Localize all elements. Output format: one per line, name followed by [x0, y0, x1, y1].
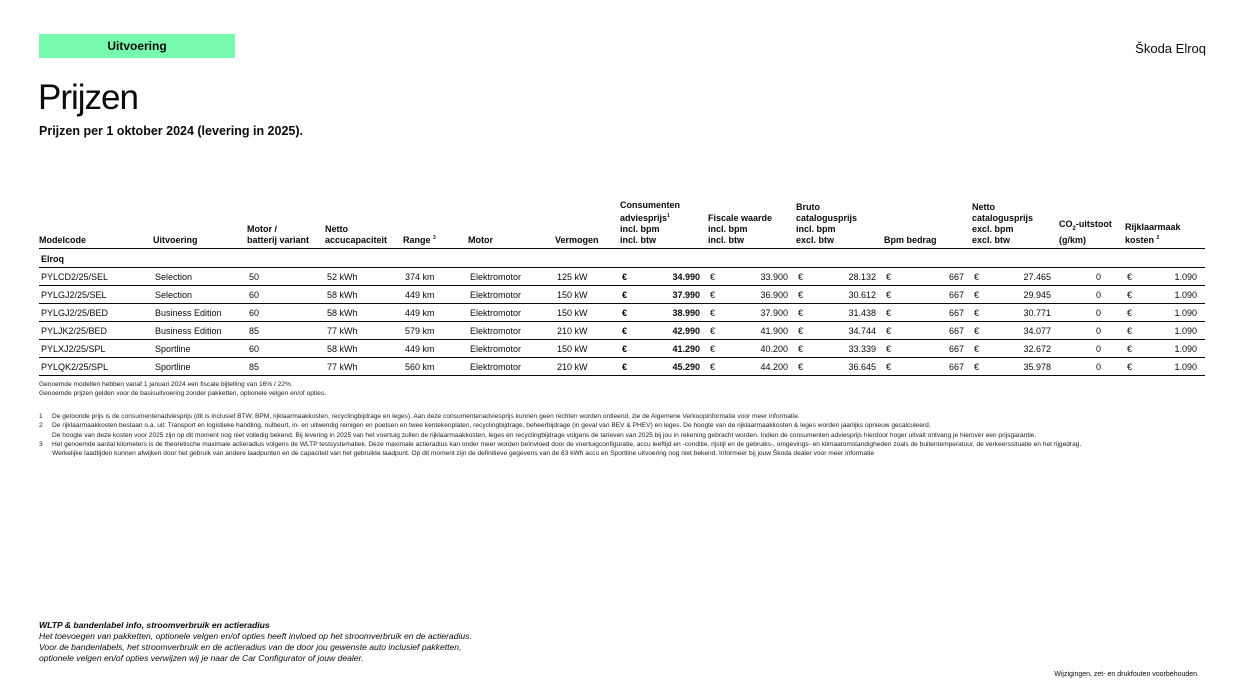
price-value: 33.900	[760, 272, 788, 282]
cell-vermogen: 210 kW	[555, 358, 620, 376]
cell-rijklaarmaakkosten	[1125, 322, 1205, 340]
cell-modelcode: PYLGJ2/25/SEL	[39, 286, 153, 304]
col-co2: $CO_2$-uitstoot (g/km)	[1059, 200, 1125, 249]
cell-co2: 0	[1059, 304, 1125, 322]
general-notes	[39, 380, 326, 399]
col-motor: Motor / batterij variant	[247, 200, 325, 249]
price-value: 44.200	[760, 362, 788, 372]
table-row	[39, 322, 1205, 340]
cell-uitvoering: Business Edition	[153, 304, 247, 322]
price-value: 667	[948, 344, 964, 354]
currency-symbol: €	[886, 344, 892, 354]
price-value: 34.744	[848, 326, 876, 336]
group-row	[39, 249, 1205, 268]
cell-vermogen: 150 kW	[555, 340, 620, 358]
price-value: 1.090	[1174, 272, 1197, 282]
cell-vermogen: 150 kW	[555, 286, 620, 304]
price-value: 42.990	[672, 326, 700, 336]
price-value: 1.090	[1174, 290, 1197, 300]
currency-symbol: €	[974, 308, 980, 318]
price-value: 29.945	[1023, 290, 1051, 300]
price-value: 45.290	[672, 362, 700, 372]
table-header-row	[39, 200, 1205, 249]
currency-symbol: €	[710, 344, 716, 354]
price-value: 32.672	[1023, 344, 1051, 354]
price-value: 30.612	[848, 290, 876, 300]
cell-bruto-catalogusprijs	[796, 286, 884, 304]
currency-symbol: €	[1127, 290, 1133, 300]
footnote	[39, 449, 1081, 458]
col-accu: Netto accucapaciteit	[325, 200, 403, 249]
currency-symbol: €	[886, 272, 892, 282]
table-row	[39, 286, 1205, 304]
price-value: 667	[948, 326, 964, 336]
cell-netto-catalogusprijs	[972, 340, 1059, 358]
footnote-text: Het genoemde aantal kilometers is de theoretische maximale actieradius volgens de WLTP testsystematiek. Deze maximale actieradius kan onder meer worden beïnvloed door de voertuigconfiguratie, accu leeftijd en -conditie, rijstijl en de gebruiks-, omgevings- en klimaatomstandigheden zoals de buitentemperatuur, de verkeerssituatie en het rijgedrag.	[52, 440, 1082, 448]
currency-symbol: €	[886, 308, 892, 318]
cell-motor-type: Elektromotor	[468, 322, 555, 340]
cell-consumentenprijs	[620, 322, 708, 340]
page-subtitle: Prijzen per 1 oktober 2024 (levering in 2025).	[39, 124, 303, 138]
cell-bpm	[884, 286, 972, 304]
footnote-number: 3	[39, 440, 43, 448]
table-row	[39, 358, 1205, 376]
footnote-number: 2	[39, 422, 43, 430]
currency-symbol: €	[710, 290, 716, 300]
cell-bruto-catalogusprijs	[796, 304, 884, 322]
currency-symbol: €	[710, 326, 716, 336]
currency-symbol: €	[622, 344, 628, 354]
price-value: 34.077	[1023, 326, 1051, 336]
footnote-number	[39, 431, 52, 440]
col-modelcode: Modelcode	[39, 200, 153, 249]
currency-symbol: €	[798, 272, 804, 282]
cell-uitvoering: Sportline	[153, 358, 247, 376]
price-value: 41.290	[672, 344, 700, 354]
col-rijklaarmaakkosten: Rijklaarmaak kosten $^2$	[1125, 200, 1205, 249]
price-value: 31.438	[848, 308, 876, 318]
cell-consumentenprijs	[620, 304, 708, 322]
cell-rijklaarmaakkosten	[1125, 268, 1205, 286]
currency-symbol: €	[974, 344, 980, 354]
currency-symbol: €	[622, 362, 628, 372]
cell-consumentenprijs	[620, 340, 708, 358]
cell-uitvoering: Business Edition	[153, 322, 247, 340]
note-line: Genoemde modellen hebben vanaf 1 januari 2024 een fiscale bijtelling van 16% / 22%.	[39, 381, 293, 388]
currency-symbol: €	[798, 308, 804, 318]
cell-range: 560 km	[403, 358, 468, 376]
currency-symbol: €	[886, 362, 892, 372]
cell-range: 449 km	[403, 286, 468, 304]
currency-symbol: €	[974, 290, 980, 300]
currency-symbol: €	[1127, 326, 1133, 336]
price-value: 36.645	[848, 362, 876, 372]
col-bruto-catalogusprijs: Bruto catalogusprijs incl. bpm excl. btw	[796, 200, 884, 249]
cell-bruto-catalogusprijs	[796, 340, 884, 358]
col-range: Range $^3$	[403, 200, 468, 249]
cell-rijklaarmaakkosten	[1125, 340, 1205, 358]
price-value: 30.771	[1023, 308, 1051, 318]
cell-bruto-catalogusprijs	[796, 358, 884, 376]
cell-netto-catalogusprijs	[972, 304, 1059, 322]
price-value: 1.090	[1174, 344, 1197, 354]
cell-fiscale-waarde	[708, 268, 796, 286]
price-value: 38.990	[672, 308, 700, 318]
currency-symbol: €	[798, 290, 804, 300]
table-row	[39, 268, 1205, 286]
col-fiscale-waarde: Fiscale waarde incl. bpm incl. btw	[708, 200, 796, 249]
note-line: Genoemde prijzen gelden voor de basisuitvoering zonder pakketten, optionele velgen en/of opties.	[39, 390, 327, 398]
cell-uitvoering: Selection	[153, 286, 247, 304]
cell-motor: 85	[247, 322, 325, 340]
cell-accu: 52 kWh	[325, 268, 403, 286]
col-uitvoering: Uitvoering	[153, 200, 247, 249]
price-value: 1.090	[1174, 326, 1197, 336]
footnotes	[39, 412, 1081, 458]
wltp-line: optionele velgen en/of opties verwijzen wij je naar de Car Configurator of jouw dealer.	[39, 653, 364, 663]
cell-range: 579 km	[403, 322, 468, 340]
price-value: 34.990	[672, 272, 700, 282]
cell-modelcode: PYLQK2/25/SPL	[39, 358, 153, 376]
brand-name: Škoda Elroq	[1135, 41, 1206, 56]
currency-symbol: €	[974, 326, 980, 336]
cell-bpm	[884, 304, 972, 322]
currency-symbol: €	[1127, 308, 1133, 318]
cell-co2: 0	[1059, 322, 1125, 340]
disclaimer: Wijzigingen, zet- en drukfouten voorbehouden.	[1054, 671, 1199, 678]
section-tag: Uitvoering	[39, 34, 235, 58]
currency-symbol: €	[1127, 272, 1133, 282]
table-row	[39, 340, 1205, 358]
cell-motor: 60	[247, 304, 325, 322]
cell-modelcode: PYLGJ2/25/BED	[39, 304, 153, 322]
currency-symbol: €	[886, 326, 892, 336]
col-netto-catalogusprijs: Netto catalogusprijs excl. bpm excl. btw	[972, 200, 1059, 249]
price-value: 27.465	[1023, 272, 1051, 282]
cell-uitvoering: Selection	[153, 268, 247, 286]
price-table	[39, 200, 1205, 376]
cell-rijklaarmaakkosten	[1125, 286, 1205, 304]
price-value: 667	[948, 308, 964, 318]
cell-motor-type: Elektromotor	[468, 304, 555, 322]
cell-netto-catalogusprijs	[972, 286, 1059, 304]
cell-motor-type: Elektromotor	[468, 358, 555, 376]
footnote-text: Werkelijke laadtijden kunnen afwijken door het gebruik van andere laadpunten en de capaciteit van het gebruikte laadpunt. Op dit moment zijn de definitieve gegevens van de 63 kWh accu en Sportline uitvoering nog niet bekend. Informeer bij jouw Škoda dealer voor meer informatie	[52, 450, 875, 458]
currency-symbol: €	[798, 362, 804, 372]
cell-rijklaarmaakkosten	[1125, 358, 1205, 376]
cell-vermogen: 125 kW	[555, 268, 620, 286]
footnote-number: 1	[39, 413, 43, 420]
cell-fiscale-waarde	[708, 358, 796, 376]
cell-consumentenprijs	[620, 358, 708, 376]
price-value: 667	[948, 362, 964, 372]
cell-range: 374 km	[403, 268, 468, 286]
wltp-info	[39, 620, 472, 664]
wltp-line: Voor de bandenlabels, het stroomverbruik en de actieradius van de door jou gewenste auto inclusief pakketten,	[39, 642, 462, 652]
cell-consumentenprijs	[620, 286, 708, 304]
cell-range: 449 km	[403, 304, 468, 322]
currency-symbol: €	[710, 308, 716, 318]
currency-symbol: €	[622, 326, 628, 336]
cell-netto-catalogusprijs	[972, 268, 1059, 286]
price-value: 667	[948, 290, 964, 300]
wltp-heading: WLTP & bandenlabel info, stroomverbruik en actieradius	[39, 620, 270, 630]
currency-symbol: €	[974, 362, 980, 372]
price-value: 37.990	[672, 290, 700, 300]
cell-accu: 58 kWh	[325, 286, 403, 304]
currency-symbol: €	[622, 308, 628, 318]
footnote	[39, 421, 1081, 430]
footnote	[39, 431, 1081, 440]
currency-symbol: €	[798, 344, 804, 354]
cell-bpm	[884, 322, 972, 340]
price-value: 667	[948, 272, 964, 282]
price-value: 33.339	[848, 344, 876, 354]
cell-netto-catalogusprijs	[972, 358, 1059, 376]
price-value: 1.090	[1174, 308, 1197, 318]
price-value: 41.900	[760, 326, 788, 336]
cell-bpm	[884, 358, 972, 376]
cell-accu: 58 kWh	[325, 304, 403, 322]
cell-netto-catalogusprijs	[972, 322, 1059, 340]
cell-modelcode: PYLXJ2/25/SPL	[39, 340, 153, 358]
cell-accu: 77 kWh	[325, 358, 403, 376]
cell-consumentenprijs	[620, 268, 708, 286]
cell-motor-type: Elektromotor	[468, 286, 555, 304]
footnote-number	[39, 449, 52, 458]
price-value: 35.978	[1023, 362, 1051, 372]
footnote-text: De rijklaarmaakkosten bestaan o.a. uit: Transport en logistieke handling, nulbeurt, in- en uitwendig reinigen en poetsen en twee kentekenplaten, recyclingbijdrage, beheerbijdrage (in geval van BEV & PHEV) en leges. De hoogte van de rijklaarmaakkosten & leges worden jaarlijks opnieuw gecalculeerd.	[52, 422, 931, 430]
currency-symbol: €	[622, 272, 628, 282]
col-vermogen: Vermogen	[555, 200, 620, 249]
price-value: 40.200	[760, 344, 788, 354]
cell-motor: 60	[247, 340, 325, 358]
col-bpm: Bpm bedrag	[884, 200, 972, 249]
cell-co2: 0	[1059, 286, 1125, 304]
cell-motor-type: Elektromotor	[468, 268, 555, 286]
cell-rijklaarmaakkosten	[1125, 304, 1205, 322]
price-value: 28.132	[848, 272, 876, 282]
cell-fiscale-waarde	[708, 322, 796, 340]
cell-motor: 50	[247, 268, 325, 286]
cell-fiscale-waarde	[708, 340, 796, 358]
col-consumentenprijs: Consumenten adviesprijs$^1$ incl. bpm incl. btw	[620, 200, 708, 249]
page-title: Prijzen	[38, 78, 138, 117]
currency-symbol: €	[798, 326, 804, 336]
wltp-line: Het toevoegen van pakketten, optionele velgen en/of opties heeft invloed op het stroomverbruik en de actieradius.	[39, 631, 472, 641]
cell-co2: 0	[1059, 340, 1125, 358]
cell-bruto-catalogusprijs	[796, 268, 884, 286]
price-value: 1.090	[1174, 362, 1197, 372]
cell-bruto-catalogusprijs	[796, 322, 884, 340]
cell-range: 449 km	[403, 340, 468, 358]
cell-uitvoering: Sportline	[153, 340, 247, 358]
footnote-text: De hoogte van deze kosten voor 2025 zijn op dit moment nog niet volledig bekend. Bij levering in 2025 van het voertuig zullen de rijklaarmaakkosten, leges en recyclingbijdrage volgens de tarieven van 2025 bij jou in rekening gebracht worden. Indien de consumenten adviesprijs hierdoor hoger uitvalt ontvang je hierover een prijsgarantie.	[52, 431, 1037, 439]
currency-symbol: €	[1127, 362, 1133, 372]
currency-symbol: €	[622, 290, 628, 300]
col-motor-type: Motor	[468, 200, 555, 249]
currency-symbol: €	[710, 272, 716, 282]
cell-motor: 85	[247, 358, 325, 376]
cell-accu: 77 kWh	[325, 322, 403, 340]
currency-symbol: €	[886, 290, 892, 300]
price-value: 37.900	[760, 308, 788, 318]
group-label: Elroq	[39, 249, 1205, 268]
cell-bpm	[884, 268, 972, 286]
cell-fiscale-waarde	[708, 304, 796, 322]
cell-motor-type: Elektromotor	[468, 340, 555, 358]
cell-modelcode: PYLJK2/25/BED	[39, 322, 153, 340]
footnote	[39, 412, 1081, 421]
cell-bpm	[884, 340, 972, 358]
cell-vermogen: 150 kW	[555, 304, 620, 322]
cell-accu: 58 kWh	[325, 340, 403, 358]
footnote	[39, 440, 1081, 449]
currency-symbol: €	[710, 362, 716, 372]
footnote-text: De getoonde prijs is de consumentenadviesprijs (dit is inclusief BTW, BPM, rijklaarmaakkosten, recyclingbijdrage en leges). Aan deze consumentenadviesprijs kunnen geen rechten worden ontleend, zie de Algemene Verkoopinformatie voor meer informatie.	[52, 413, 800, 420]
cell-motor: 60	[247, 286, 325, 304]
table-row	[39, 304, 1205, 322]
cell-fiscale-waarde	[708, 286, 796, 304]
currency-symbol: €	[974, 272, 980, 282]
currency-symbol: €	[1127, 344, 1133, 354]
cell-co2: 0	[1059, 358, 1125, 376]
price-value: 36.900	[760, 290, 788, 300]
cell-co2: 0	[1059, 268, 1125, 286]
cell-vermogen: 210 kW	[555, 322, 620, 340]
cell-modelcode: PYLCD2/25/SEL	[39, 268, 153, 286]
